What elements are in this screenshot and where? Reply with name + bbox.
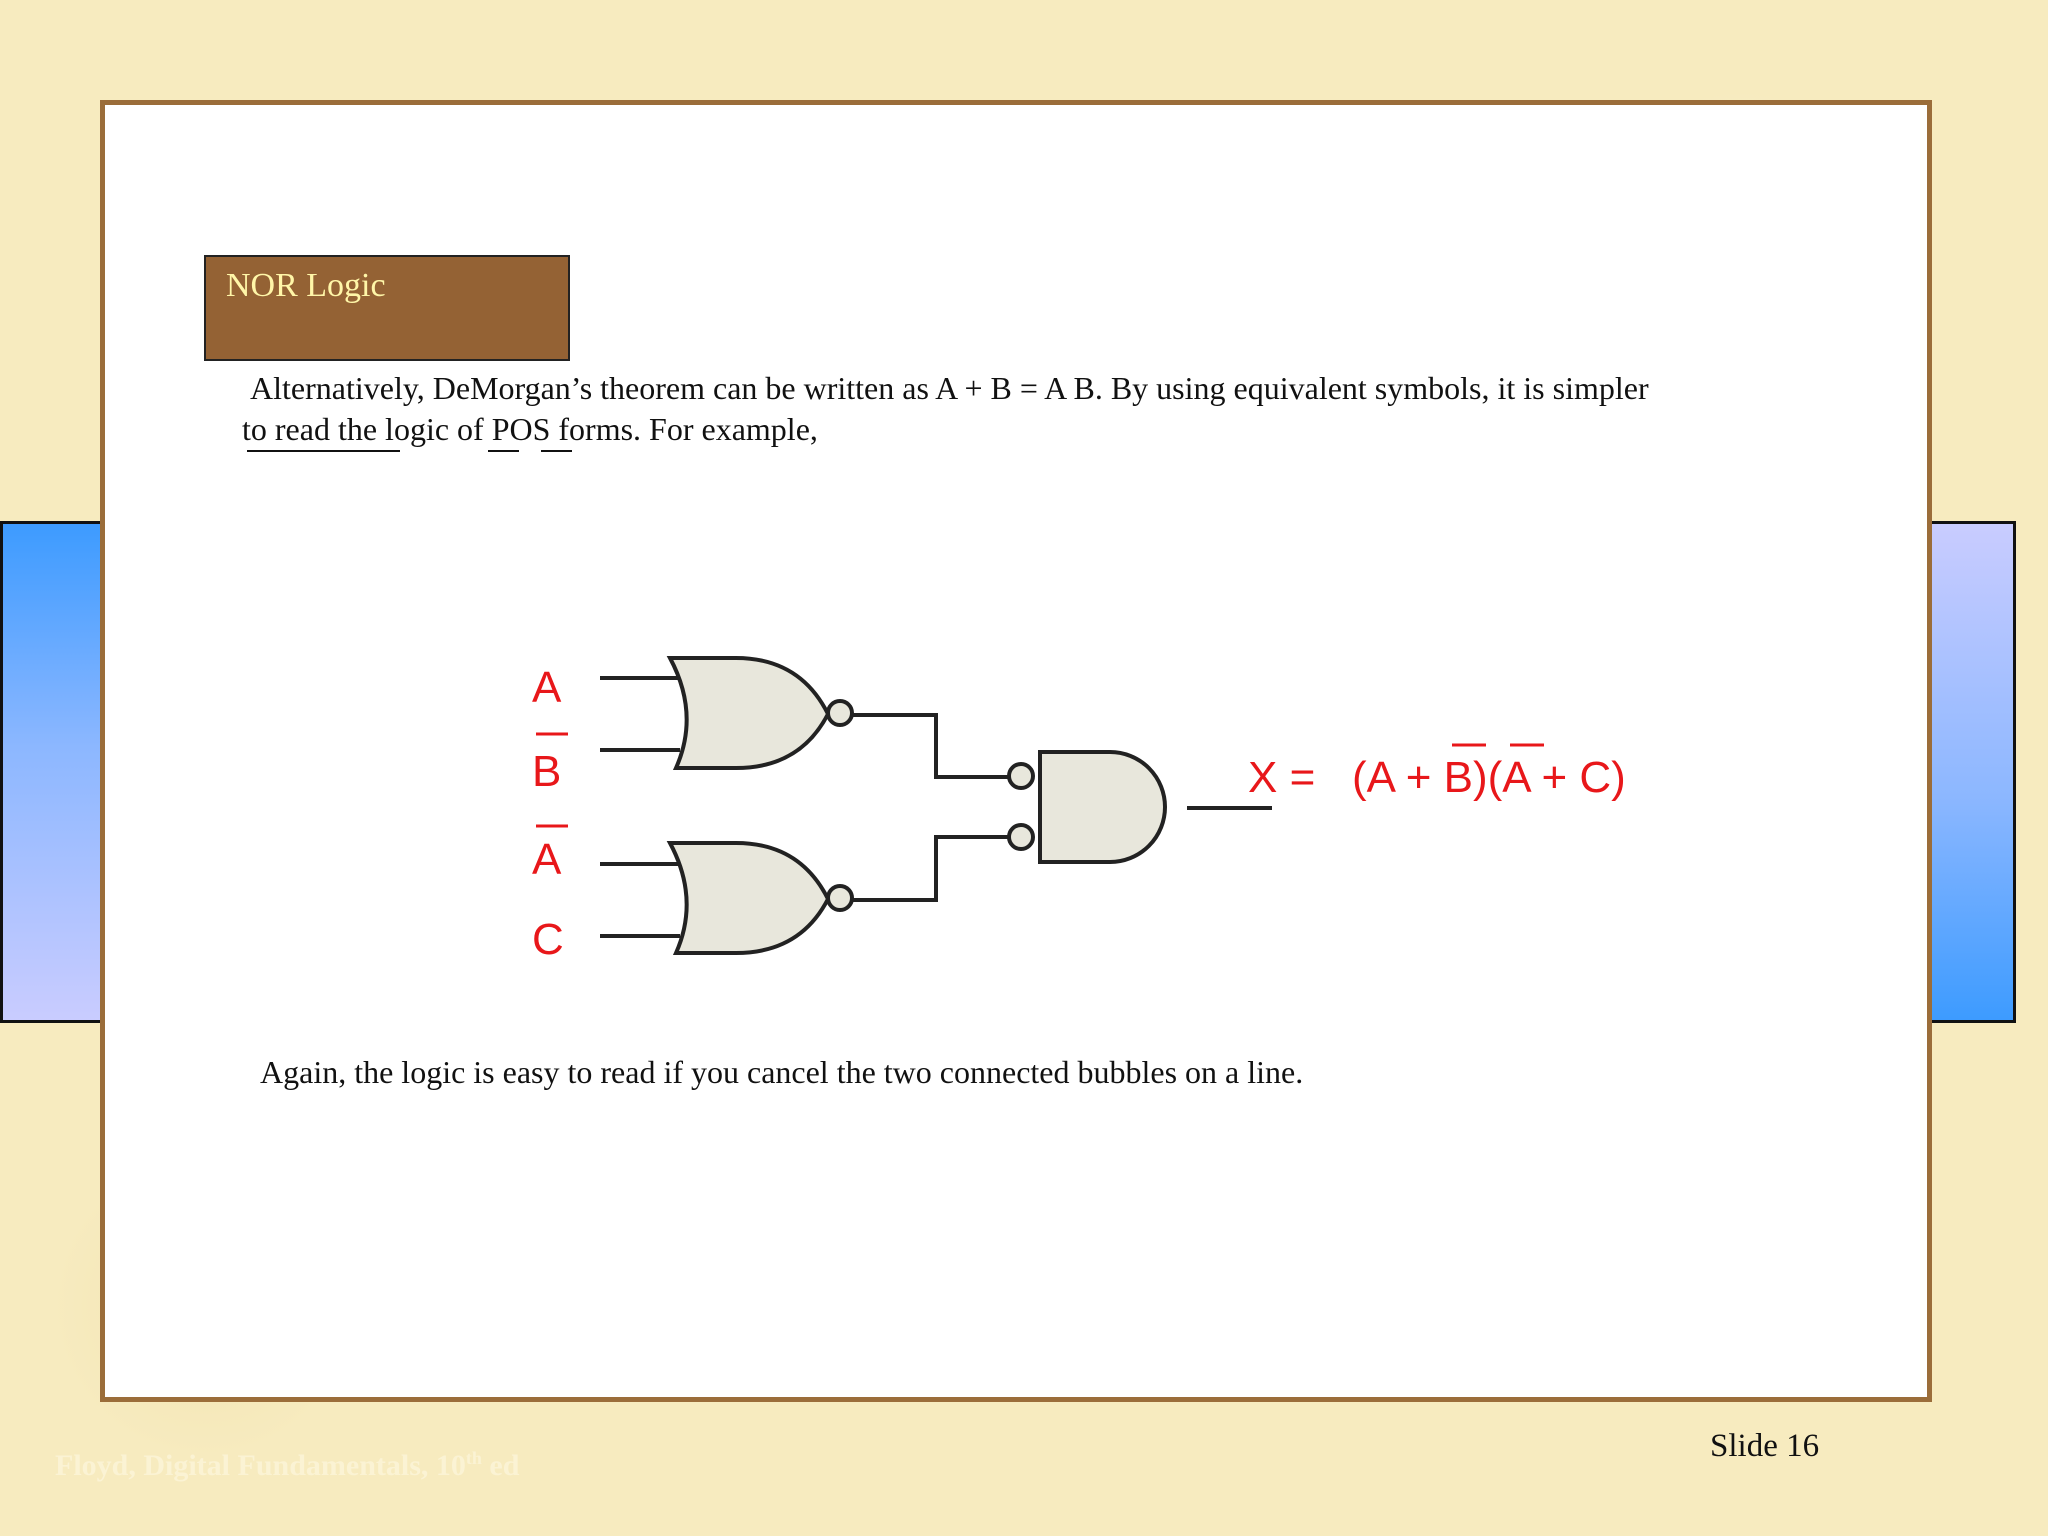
slide-title: NOR Logic (226, 267, 386, 304)
inversion-bubble-and-bottom (1009, 825, 1033, 849)
footer-superscript: th (465, 1448, 482, 1468)
paragraph-bubbles: Again, the logic is easy to read if you cancel the two connected bubbles on a line. (260, 1054, 1304, 1090)
inversion-bubble-gate1 (828, 701, 852, 725)
or-gate-1 (670, 658, 828, 768)
or-gate-2 (670, 843, 828, 953)
input-label-b-bar: B (532, 747, 562, 796)
inversion-bubble-and-top (1009, 764, 1033, 788)
output-expression: X = (A + B)(A + C) (1248, 753, 1626, 802)
slide-number: Slide 16 (1710, 1428, 1820, 1464)
and-gate (1040, 752, 1165, 862)
footer-suffix: ed (481, 1449, 520, 1482)
wire-gate1-to-and (853, 715, 1008, 777)
input-label-c: C (532, 915, 564, 964)
paragraph-line-2: to read the logic of POS forms. For example, (242, 411, 818, 447)
footer-text: Floyd, Digital Fundamentals, 10 (55, 1449, 466, 1482)
input-label-a: A (532, 663, 562, 712)
inversion-bubble-gate2 (828, 886, 852, 910)
wire-gate2-to-and (853, 837, 1008, 900)
footer-credit (55, 1448, 519, 1483)
paragraph-line-1: Alternatively, DeMorgan’s theorem can be written as A + B = A B. By using equivalent symbols, it is simpler (250, 370, 1649, 406)
input-label-a-bar: A (532, 835, 562, 884)
